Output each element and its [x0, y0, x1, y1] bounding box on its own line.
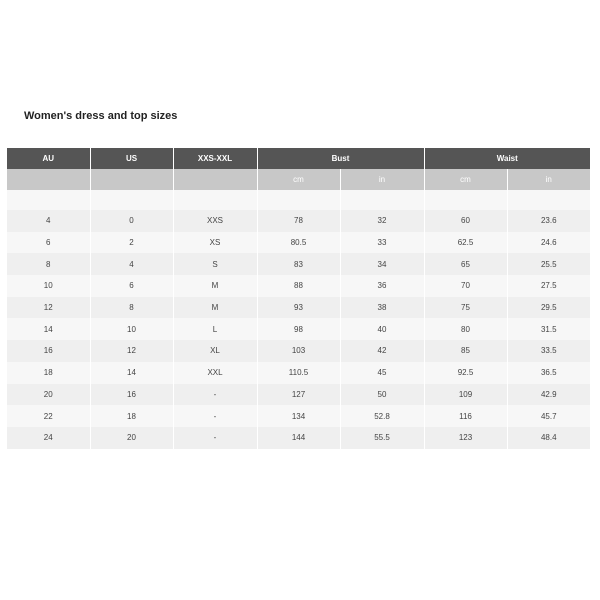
- cell-xxs-xxl: S: [173, 253, 257, 275]
- cell-bust-cm: 78: [257, 210, 340, 232]
- cell-waist-in: 29.5: [507, 297, 590, 319]
- cell-us: 14: [90, 362, 173, 384]
- table-header-row: [7, 148, 590, 169]
- cell-waist-cm: 92.5: [424, 362, 507, 384]
- table-row: [7, 232, 590, 254]
- cell-waist-in: 45.7: [507, 405, 590, 427]
- table-body: [7, 190, 590, 449]
- header-bust: Bust: [257, 148, 424, 169]
- cell-au: 4: [7, 210, 90, 232]
- cell-bust-in: 34: [340, 253, 424, 275]
- cell-waist-cm: 116: [424, 405, 507, 427]
- cell-us: 6: [90, 275, 173, 297]
- subheader-bust-in: in: [340, 169, 424, 190]
- cell-waist-cm: 62.5: [424, 232, 507, 254]
- cell-au: 10: [7, 275, 90, 297]
- cell-waist-in: 23.6: [507, 210, 590, 232]
- cell-bust-in: 36: [340, 275, 424, 297]
- header-xxs-xxl: XXS-XXL: [173, 148, 257, 169]
- cell-bust-in: 38: [340, 297, 424, 319]
- cell-xxs-xxl: M: [173, 275, 257, 297]
- table-row: [7, 427, 590, 449]
- cell-au: 18: [7, 362, 90, 384]
- cell-au: 16: [7, 340, 90, 362]
- cell-bust-cm: 134: [257, 405, 340, 427]
- cell-waist-cm: 85: [424, 340, 507, 362]
- cell-bust-in: 55.5: [340, 427, 424, 449]
- cell-bust-cm: 127: [257, 384, 340, 406]
- cell-waist-cm: 75: [424, 297, 507, 319]
- size-chart-table: [7, 148, 590, 449]
- cell-au: 14: [7, 318, 90, 340]
- cell-us: 10: [90, 318, 173, 340]
- cell-xxs-xxl: -: [173, 384, 257, 406]
- table-row: [7, 318, 590, 340]
- cell-bust-cm: 83: [257, 253, 340, 275]
- cell-bust-in: 52.8: [340, 405, 424, 427]
- cell-us: 12: [90, 340, 173, 362]
- cell-bust-cm: 110.5: [257, 362, 340, 384]
- table-row: [7, 275, 590, 297]
- cell-au: 6: [7, 232, 90, 254]
- cell-us: 0: [90, 210, 173, 232]
- cell-bust-cm: 98: [257, 318, 340, 340]
- subheader-bust-cm: cm: [257, 169, 340, 190]
- subheader-waist-cm: cm: [424, 169, 507, 190]
- cell-waist-cm: 123: [424, 427, 507, 449]
- cell-bust-in: 50: [340, 384, 424, 406]
- cell-waist-in: 31.5: [507, 318, 590, 340]
- cell-waist-in: 27.5: [507, 275, 590, 297]
- cell-waist-in: 48.4: [507, 427, 590, 449]
- table-row: [7, 210, 590, 232]
- table-row: [7, 362, 590, 384]
- cell-xxs-xxl: -: [173, 405, 257, 427]
- table-row: [7, 340, 590, 362]
- cell-bust-cm: 88: [257, 275, 340, 297]
- cell-bust-in: 32: [340, 210, 424, 232]
- cell-us: 16: [90, 384, 173, 406]
- page-title: Women's dress and top sizes: [24, 110, 178, 122]
- cell-waist-cm: 70: [424, 275, 507, 297]
- cell-us: 4: [90, 253, 173, 275]
- cell-xxs-xxl: M: [173, 297, 257, 319]
- table-spacer-row: [7, 190, 590, 210]
- cell-us: 20: [90, 427, 173, 449]
- cell-bust-cm: 144: [257, 427, 340, 449]
- cell-waist-cm: 60: [424, 210, 507, 232]
- cell-xxs-xxl: XXL: [173, 362, 257, 384]
- cell-waist-in: 25.5: [507, 253, 590, 275]
- table-row: [7, 253, 590, 275]
- cell-xxs-xxl: XL: [173, 340, 257, 362]
- cell-waist-cm: 109: [424, 384, 507, 406]
- table-row: [7, 405, 590, 427]
- cell-bust-in: 45: [340, 362, 424, 384]
- cell-waist-in: 24.6: [507, 232, 590, 254]
- header-waist: Waist: [424, 148, 590, 169]
- table-subheader-row: [7, 169, 590, 190]
- cell-xxs-xxl: -: [173, 427, 257, 449]
- cell-waist-in: 42.9: [507, 384, 590, 406]
- cell-us: 18: [90, 405, 173, 427]
- cell-au: 22: [7, 405, 90, 427]
- cell-waist-cm: 80: [424, 318, 507, 340]
- subheader-empty: [173, 169, 257, 190]
- table-row: [7, 384, 590, 406]
- cell-au: 20: [7, 384, 90, 406]
- cell-waist-in: 33.5: [507, 340, 590, 362]
- cell-bust-cm: 80.5: [257, 232, 340, 254]
- subheader-waist-in: in: [507, 169, 590, 190]
- subheader-empty: [7, 169, 90, 190]
- cell-bust-cm: 93: [257, 297, 340, 319]
- cell-xxs-xxl: XS: [173, 232, 257, 254]
- cell-bust-in: 42: [340, 340, 424, 362]
- cell-us: 8: [90, 297, 173, 319]
- cell-xxs-xxl: L: [173, 318, 257, 340]
- cell-au: 24: [7, 427, 90, 449]
- cell-waist-in: 36.5: [507, 362, 590, 384]
- header-us: US: [90, 148, 173, 169]
- cell-au: 8: [7, 253, 90, 275]
- cell-xxs-xxl: XXS: [173, 210, 257, 232]
- cell-au: 12: [7, 297, 90, 319]
- table-row: [7, 297, 590, 319]
- cell-us: 2: [90, 232, 173, 254]
- header-au: AU: [7, 148, 90, 169]
- cell-bust-in: 33: [340, 232, 424, 254]
- cell-bust-in: 40: [340, 318, 424, 340]
- cell-waist-cm: 65: [424, 253, 507, 275]
- subheader-empty: [90, 169, 173, 190]
- cell-bust-cm: 103: [257, 340, 340, 362]
